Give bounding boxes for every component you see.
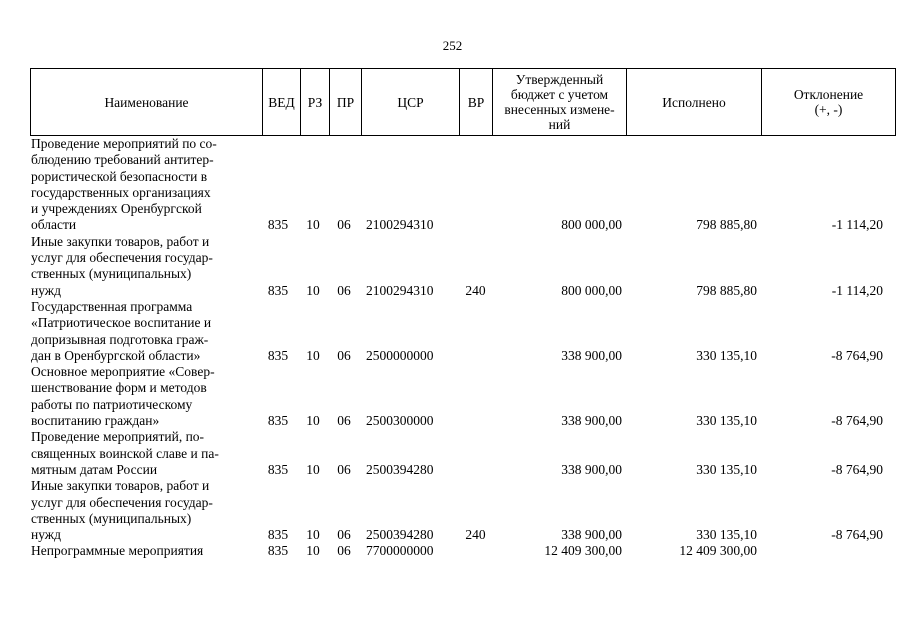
table-row [30,234,896,299]
row-vr: 240 [465,527,486,543]
header-executed: Исполнено [627,69,762,135]
row-executed: 12 409 300,00 [679,543,757,559]
table-row [30,478,896,543]
row-deviation: -1 114,20 [831,217,883,233]
row-rz: 10 [306,543,320,559]
row-pr: 06 [337,282,351,298]
row-executed: 798 885,80 [696,282,757,298]
row-name: Проведение мероприятий, по- священных воинской славе и па- мятным датам России [31,429,219,477]
row-ved: 835 [267,217,289,233]
table-row [30,364,896,429]
row-ved: 835 [267,527,289,543]
page-number: 252 [442,38,463,53]
row-executed: 798 885,80 [696,217,757,233]
row-ved: 835 [267,461,289,477]
row-deviation: -8 764,90 [831,347,883,363]
row-vr: 240 [465,282,486,298]
row-deviation: -8 764,90 [831,413,883,429]
header-rz: РЗ [301,69,330,135]
row-deviation: -8 764,90 [831,527,883,543]
row-pr: 06 [337,527,351,543]
row-csr: 2500300000 [366,413,434,429]
budget-table [30,68,896,560]
row-pr: 06 [337,461,351,477]
row-csr: 2500394280 [366,527,434,543]
row-rz: 10 [306,413,320,429]
row-csr: 2100294310 [366,217,434,233]
row-pr: 06 [337,413,351,429]
table-body [30,136,896,560]
row-name: Иные закупки товаров, работ и услуг для обеспечения государ- ственных (муниципальных) нужд [31,478,213,543]
row-csr: 7700000000 [366,543,434,559]
row-deviation: -1 114,20 [831,282,883,298]
table-row [30,136,896,234]
row-name: Иные закупки товаров, работ и услуг для обеспечения государ- ственных (муниципальных) нужд [31,233,213,298]
header-pr: ПР [330,69,362,135]
row-rz: 10 [306,347,320,363]
table-row [30,299,896,364]
row-name: Проведение мероприятий по со- блюдению требований антитер- рористической безопасности в государственных организациях и учреждениях Оренбургской области [31,136,217,233]
row-rz: 10 [306,217,320,233]
header-vr: ВР [460,69,493,135]
row-csr: 2100294310 [366,282,434,298]
row-budget: 338 900,00 [561,413,622,429]
row-name: Непрограммные мероприятия [31,543,204,559]
row-executed: 330 135,10 [696,461,757,477]
row-ved: 835 [267,282,289,298]
row-rz: 10 [306,461,320,477]
row-name: Государственная программа «Патриотическое воспитание и допризывная подготовка граж- дан в Оренбургской области» [31,298,212,363]
header-name: Наименование [31,69,263,135]
row-csr: 2500394280 [366,461,434,477]
header-budget: Утвержденный бюджет с учетом внесенных измене- ний [493,69,627,135]
row-pr: 06 [337,543,351,559]
row-executed: 330 135,10 [696,527,757,543]
row-executed: 330 135,10 [696,413,757,429]
row-rz: 10 [306,282,320,298]
row-pr: 06 [337,217,351,233]
row-budget: 12 409 300,00 [544,543,622,559]
header-csr: ЦСР [362,69,460,135]
row-budget: 338 900,00 [561,347,622,363]
row-ved: 835 [267,543,289,559]
row-budget: 338 900,00 [561,461,622,477]
row-rz: 10 [306,527,320,543]
row-pr: 06 [337,347,351,363]
row-name: Основное мероприятие «Совер- шенствование форм и методов работы по патриотическому воспитанию граждан» [31,364,215,429]
header-ved: ВЕД [263,69,301,135]
row-deviation: -8 764,90 [831,461,883,477]
row-ved: 835 [267,347,289,363]
row-ved: 835 [267,413,289,429]
table-row [30,543,896,559]
row-budget: 338 900,00 [561,527,622,543]
row-csr: 2500000000 [366,347,434,363]
row-executed: 330 135,10 [696,347,757,363]
row-budget: 800 000,00 [561,282,622,298]
header-deviation: Отклонение (+, -) [793,87,864,117]
table-header [30,68,896,136]
table-row [30,429,896,478]
row-budget: 800 000,00 [561,217,622,233]
